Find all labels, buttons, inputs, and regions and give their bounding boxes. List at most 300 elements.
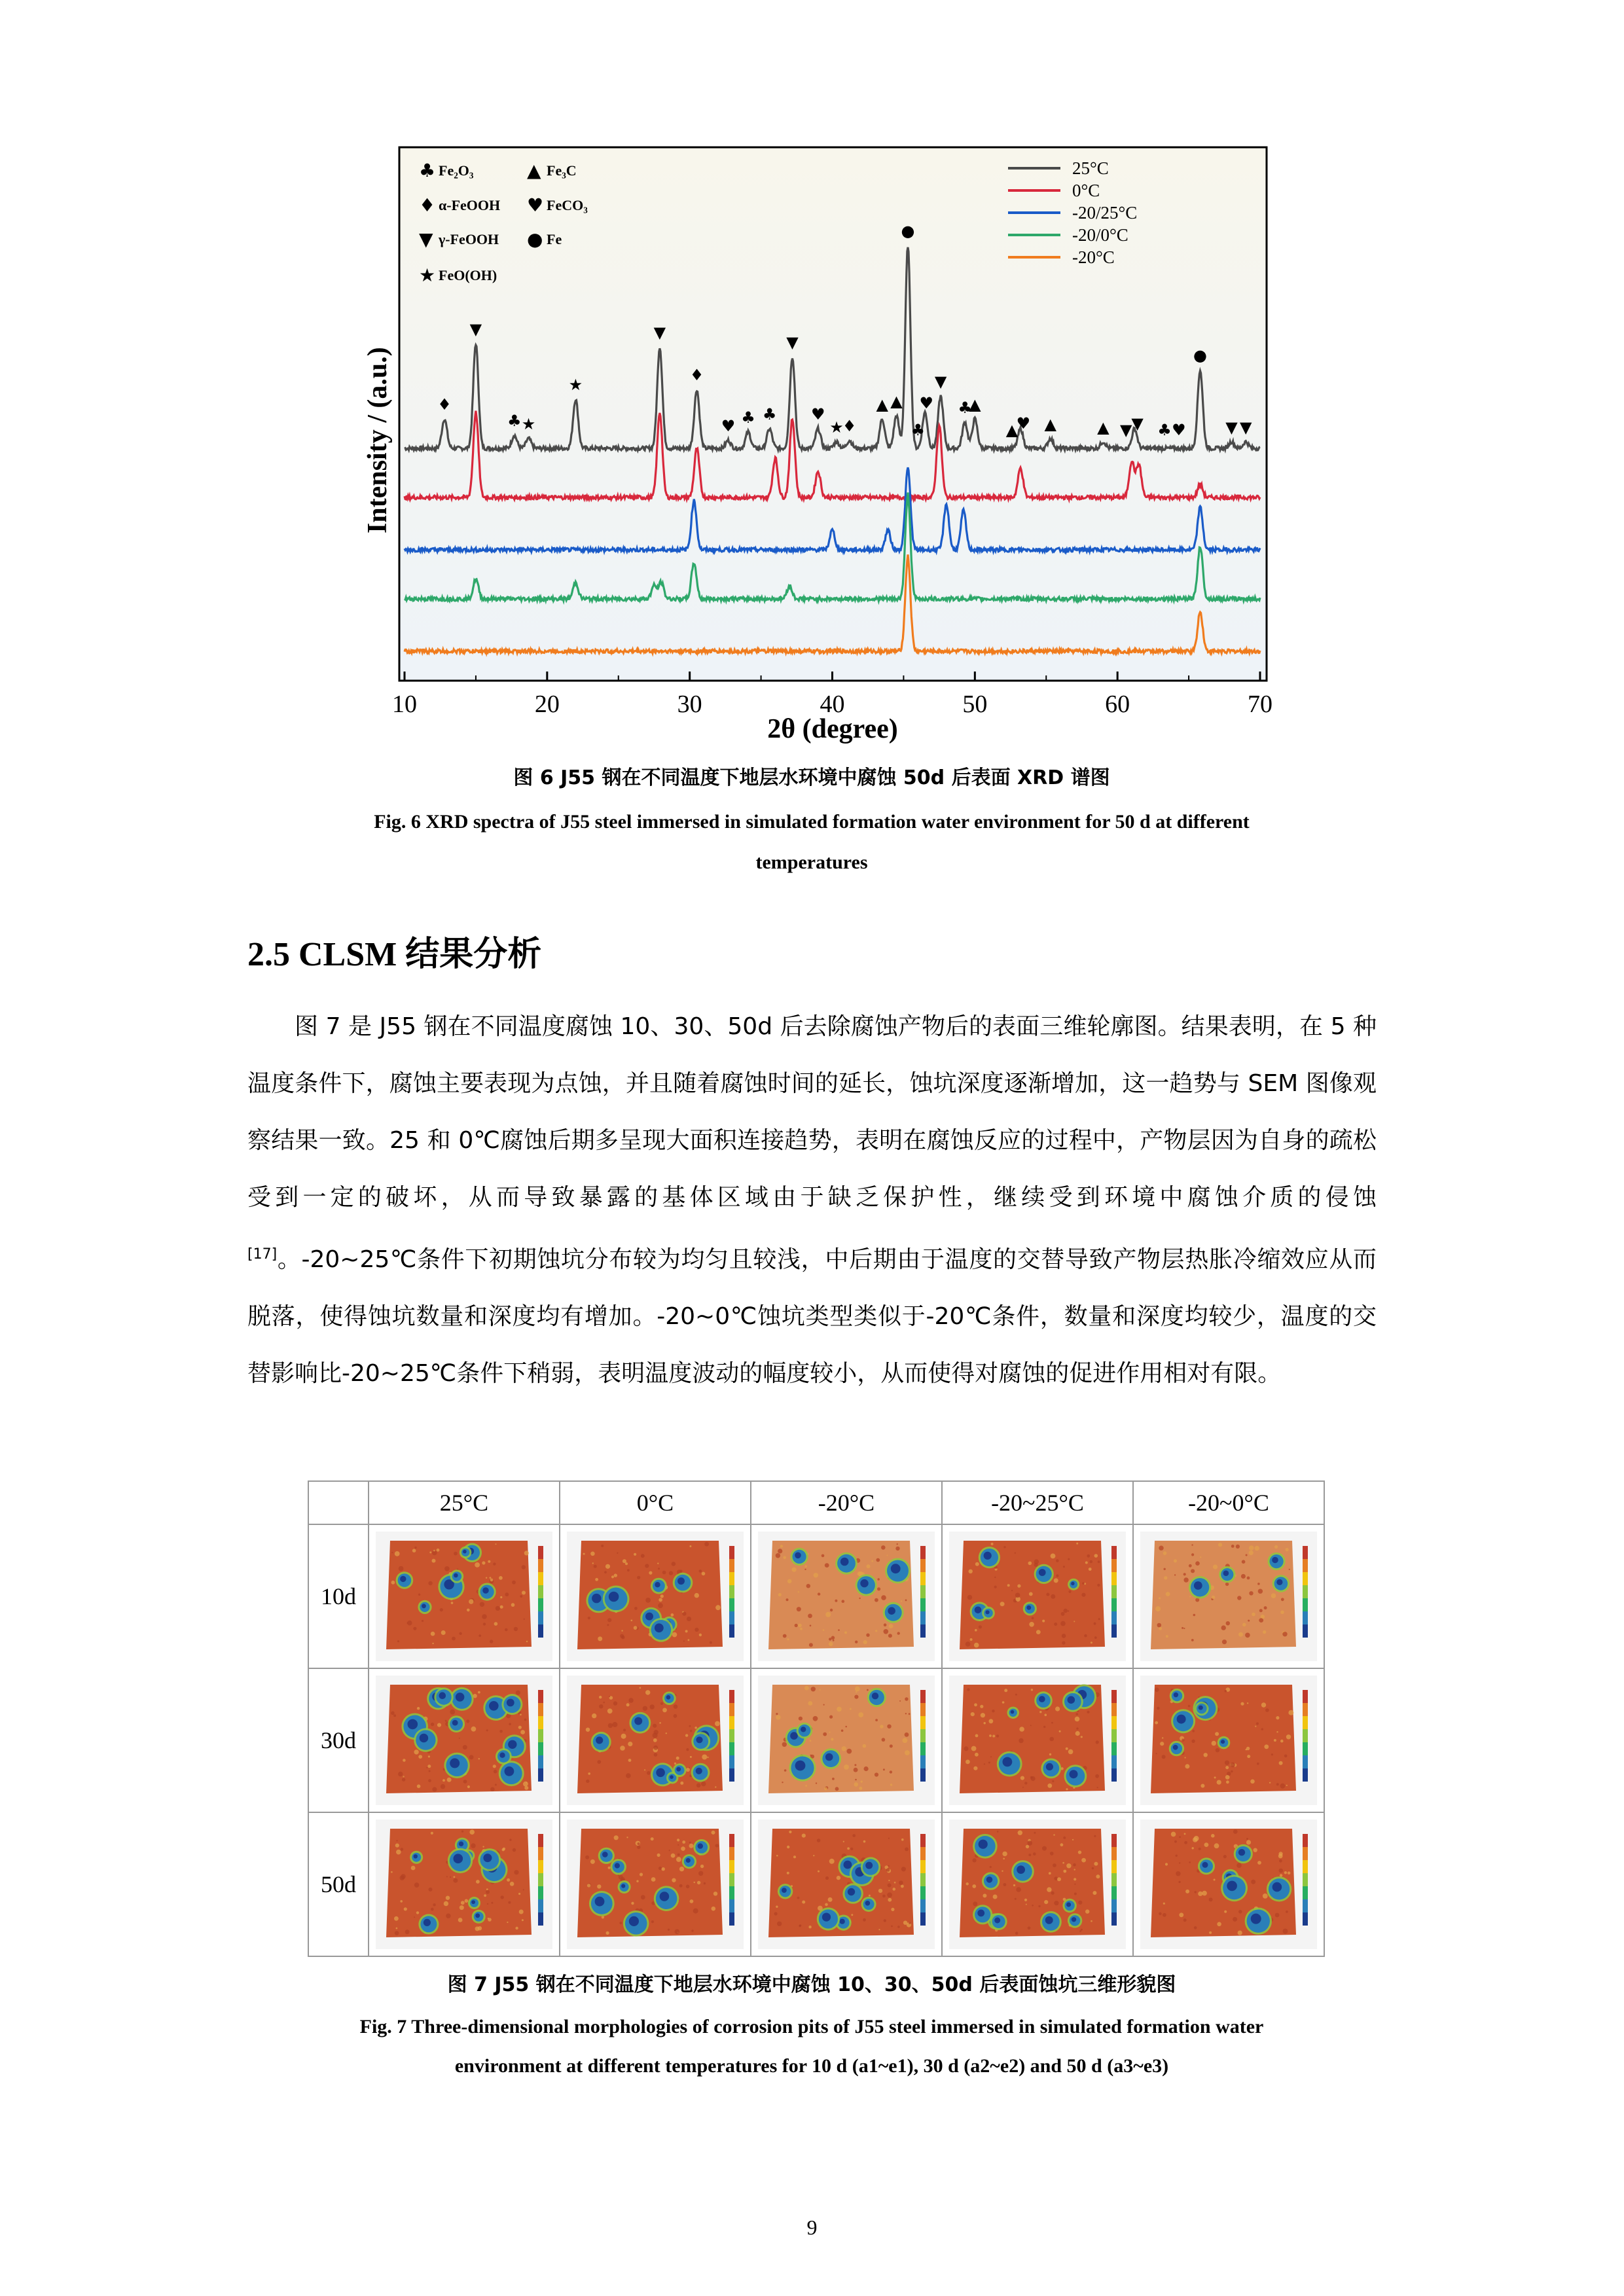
surface-texture: [1066, 1863, 1071, 1868]
surface-texture: [1261, 1728, 1263, 1730]
surface-texture: [810, 1624, 812, 1626]
surface-texture: [1256, 1722, 1259, 1725]
color-scale-segment: [729, 1847, 734, 1860]
surface-texture: [522, 1591, 526, 1595]
surface-texture: [797, 1897, 800, 1899]
surface-texture: [1162, 1737, 1163, 1738]
color-scale-segment: [920, 1559, 926, 1572]
surface-texture: [1238, 1931, 1242, 1935]
color-scale-segment: [729, 1703, 734, 1716]
pit-bottom: [782, 1888, 787, 1893]
surface-texture: [808, 1614, 812, 1619]
surface-texture: [1050, 1852, 1054, 1856]
peak-marker: ♣: [507, 412, 522, 430]
surface-texture: [454, 1552, 458, 1556]
surface-texture: [776, 1715, 780, 1719]
surface-texture: [886, 1554, 888, 1556]
legend-entry: 25°C: [1072, 158, 1109, 178]
surface-texture: [1096, 1874, 1100, 1878]
surface-texture: [1189, 1861, 1191, 1863]
surface-texture: [1183, 1918, 1187, 1922]
surface-texture: [1053, 1863, 1056, 1867]
pit-bottom: [984, 1552, 992, 1560]
surface-texture: [1087, 1554, 1090, 1558]
pit-bottom: [848, 1888, 855, 1895]
surface-texture: [653, 1733, 658, 1738]
x-axis-label: 2θ (degree): [767, 714, 898, 744]
color-scale-segment: [1303, 1873, 1308, 1886]
surface-texture: [983, 1893, 986, 1897]
surface-texture: [1043, 1726, 1045, 1728]
surface-texture: [636, 1880, 638, 1882]
x-tick-label: 10: [392, 691, 417, 718]
surface-texture: [829, 1859, 835, 1864]
pit-bottom: [891, 1564, 901, 1573]
surface-texture: [1225, 1766, 1229, 1769]
surface-texture: [1212, 1596, 1215, 1599]
surface-texture: [1166, 1635, 1168, 1638]
surface-texture: [609, 1696, 610, 1697]
surface-texture: [490, 1579, 494, 1582]
color-scale-segment: [538, 1690, 543, 1703]
surface-texture: [799, 1925, 801, 1927]
surface-texture: [398, 1772, 403, 1776]
surface-texture: [606, 1931, 609, 1935]
surface-texture: [598, 1636, 602, 1641]
surface-texture: [972, 1884, 976, 1888]
pit-bottom: [629, 1916, 639, 1926]
surface-texture: [1047, 1887, 1051, 1892]
surface-texture: [875, 1598, 878, 1602]
surface-texture: [461, 1831, 463, 1833]
surface-texture: [1064, 1609, 1068, 1613]
clsm-image-cell: [1133, 1524, 1324, 1668]
pit-bottom: [602, 1852, 608, 1857]
pit-bottom: [865, 1862, 873, 1869]
surface-texture: [638, 1842, 640, 1845]
figure7-caption-en: [196, 2007, 1427, 2086]
surface-texture: [1280, 1611, 1284, 1615]
surface-texture: [863, 1640, 867, 1644]
surface-texture: [707, 1757, 708, 1758]
surface-texture: [653, 1724, 657, 1728]
surface-texture: [641, 1895, 645, 1899]
surface-texture: [486, 1729, 488, 1731]
surface-texture: [1178, 1881, 1180, 1883]
color-scale-segment: [1111, 1768, 1117, 1782]
surface-texture: [787, 1579, 792, 1584]
surface-texture: [1020, 1776, 1024, 1780]
pit-bottom: [1194, 1581, 1202, 1590]
surface-texture: [631, 1620, 633, 1622]
surface-texture: [1214, 1879, 1216, 1881]
surface-texture: [1019, 1727, 1024, 1732]
surface-texture: [888, 1865, 890, 1867]
surface-texture: [876, 1558, 880, 1562]
pit-bottom: [1177, 1715, 1186, 1724]
surface-texture: [1002, 1852, 1007, 1856]
surface-texture: [402, 1778, 405, 1781]
phase-label: Fe₃C: [547, 162, 577, 179]
surface-texture: [1288, 1710, 1293, 1715]
color-scale-segment: [1111, 1572, 1117, 1585]
surface-texture: [431, 1832, 433, 1835]
surface-texture: [1032, 1617, 1034, 1619]
surface-texture: [689, 1545, 691, 1547]
surface-texture: [467, 1785, 470, 1788]
surface-texture: [1160, 1742, 1164, 1746]
surface-texture: [659, 1867, 662, 1870]
clsm-3d-image: [758, 1820, 935, 1949]
surface-texture: [855, 1779, 857, 1781]
color-scale-segment: [1303, 1742, 1308, 1755]
color-scale-segment: [1111, 1611, 1117, 1624]
pit-bottom: [979, 1840, 988, 1849]
pit-bottom: [1066, 1903, 1071, 1907]
surface-texture: [1176, 1855, 1178, 1857]
color-scale-segment: [1303, 1912, 1308, 1926]
surface-texture: [1159, 1627, 1162, 1630]
pit-bottom: [865, 1901, 871, 1906]
surface-texture: [806, 1584, 810, 1588]
surface-texture: [1055, 1706, 1060, 1711]
surface-texture: [1276, 1716, 1279, 1719]
color-scale-segment: [729, 1716, 734, 1729]
legend-entry: 0°C: [1072, 181, 1100, 200]
surface-texture: [1159, 1546, 1163, 1551]
surface-texture: [697, 1881, 700, 1884]
surface-texture: [452, 1637, 456, 1641]
surface-texture: [626, 1773, 631, 1778]
surface-texture: [605, 1564, 610, 1569]
x-tick-label: 30: [677, 691, 702, 718]
phase-symbol: ♥: [527, 194, 544, 216]
surface-texture: [778, 1549, 782, 1553]
surface-texture: [878, 1578, 880, 1580]
body-paragraph: [247, 998, 1377, 1402]
surface-texture: [658, 1603, 663, 1608]
surface-texture: [863, 1840, 866, 1843]
surface-texture: [1044, 1900, 1048, 1904]
surface-texture: [1191, 1544, 1193, 1545]
surface-texture: [393, 1714, 396, 1717]
pit-bottom: [1238, 1849, 1245, 1856]
surface-texture: [509, 1839, 511, 1840]
clsm-3d-image: [949, 1676, 1126, 1805]
surface-texture: [975, 1734, 979, 1738]
surface-texture: [641, 1554, 645, 1558]
surface-texture: [890, 1770, 892, 1773]
surface-texture: [417, 1707, 420, 1710]
peak-marker: ▼: [1239, 418, 1252, 437]
surface-texture: [845, 1726, 847, 1728]
surface-texture: [524, 1719, 527, 1721]
surface-texture: [428, 1581, 432, 1585]
surface-texture: [432, 1559, 436, 1563]
surface-texture: [1217, 1922, 1221, 1927]
color-scale-segment: [920, 1585, 926, 1598]
surface-texture: [488, 1560, 490, 1563]
pit-bottom: [1070, 1770, 1078, 1778]
surface-texture: [893, 1888, 896, 1891]
surface-texture: [1051, 1892, 1055, 1895]
pit-bottom: [986, 1876, 993, 1883]
surface-texture: [1226, 1780, 1229, 1784]
surface-texture: [685, 1630, 688, 1632]
surface-texture: [660, 1594, 664, 1598]
surface-texture: [653, 1738, 657, 1742]
pit-bottom: [450, 1758, 460, 1768]
surface-texture: [482, 1614, 487, 1619]
peak-marker: ♦: [689, 366, 704, 384]
pit-bottom: [977, 1910, 984, 1917]
surface-texture: [657, 1563, 659, 1564]
surface-texture: [831, 1738, 833, 1740]
page-number: 9: [806, 2215, 818, 2239]
surface-texture: [793, 1856, 796, 1858]
surface-texture: [588, 1772, 590, 1775]
surface-texture: [1062, 1862, 1064, 1864]
surface-texture: [685, 1734, 688, 1736]
color-scale-segment: [538, 1546, 543, 1559]
color-scale-segment: [1111, 1546, 1117, 1559]
clsm-image-cell: [1133, 1668, 1324, 1812]
surface-texture: [1074, 1621, 1075, 1622]
surface-texture: [1068, 1749, 1074, 1755]
color-scale-segment: [1303, 1860, 1308, 1873]
column-header: -20°C: [751, 1481, 942, 1524]
surface-texture: [1024, 1782, 1027, 1784]
surface-texture: [1007, 1584, 1010, 1587]
clsm-3d-image: [1140, 1676, 1317, 1805]
surface-texture: [478, 1691, 480, 1694]
surface-texture: [597, 1884, 601, 1888]
surface-texture: [490, 1787, 494, 1791]
pit-bottom: [408, 1719, 418, 1730]
pit-bottom: [615, 1863, 620, 1868]
surface-texture: [1003, 1858, 1005, 1860]
surface-texture: [401, 1848, 404, 1851]
pit-bottom: [422, 1604, 426, 1609]
surface-texture: [854, 1695, 858, 1699]
surface-texture: [897, 1926, 900, 1928]
pit-bottom: [595, 1897, 605, 1907]
column-header: -20~0°C: [1133, 1481, 1324, 1524]
surface-texture: [486, 1577, 487, 1579]
surface-texture: [1051, 1722, 1053, 1724]
surface-texture: [486, 1890, 490, 1894]
surface-texture: [1185, 1764, 1189, 1768]
surface-texture: [1074, 1884, 1075, 1885]
color-scale-segment: [729, 1873, 734, 1886]
color-scale-segment: [1111, 1912, 1117, 1926]
surface-texture: [1214, 1776, 1216, 1778]
surface-texture: [1062, 1641, 1065, 1645]
color-scale-segment: [729, 1860, 734, 1873]
peak-marker: ▼: [469, 320, 482, 338]
surface-texture: [524, 1551, 529, 1555]
surface-texture: [852, 1834, 856, 1837]
surface-texture: [831, 1636, 835, 1640]
surface-texture: [971, 1746, 977, 1751]
surface-texture: [524, 1786, 528, 1790]
clsm-image-cell: [1133, 1812, 1324, 1956]
surface-texture: [828, 1897, 833, 1902]
surface-texture: [450, 1710, 455, 1715]
surface-texture: [861, 1781, 863, 1783]
surface-texture: [407, 1621, 412, 1626]
surface-texture: [1026, 1845, 1029, 1848]
surface-texture: [1238, 1910, 1242, 1914]
surface-texture: [1004, 1689, 1007, 1692]
surface-texture: [1157, 1707, 1159, 1710]
surface-texture: [891, 1908, 894, 1911]
surface-texture: [778, 1593, 782, 1596]
surface-texture: [599, 1696, 602, 1698]
surface-texture: [1094, 1554, 1098, 1558]
surface-texture: [1255, 1546, 1259, 1551]
surface-texture: [1003, 1883, 1007, 1886]
surface-texture: [1052, 1780, 1054, 1782]
surface-texture: [992, 1710, 994, 1712]
table-corner: [308, 1481, 369, 1524]
surface-texture: [659, 1722, 661, 1724]
peak-marker: ♣: [1157, 421, 1172, 439]
surface-texture: [592, 1713, 596, 1718]
surface-texture: [975, 1629, 977, 1632]
paragraph-part1: 图 7 是 J55 钢在不同温度腐蚀 10、30、50d 后去除腐蚀产物后的表面三维轮廓图。结果表明，在 5 种温度条件下，腐蚀主要表现为点蚀，并且随着腐蚀时间的延长，蚀坑深度逐渐增加，这一趋势与 SEM 图像观察结果一致。25 和 0℃腐蚀后期多呈现大面积连接趋势，表明在腐蚀反应的过程中，产物层因为自身的疏松受到一定的破坏，从而导致暴露的基体区域由于缺乏保护性，继续受到环境中腐蚀介质的侵蚀: [247, 1013, 1377, 1211]
surface-texture: [1279, 1761, 1283, 1765]
surface-texture: [454, 1876, 456, 1878]
surface-texture: [1051, 1594, 1055, 1599]
color-scale-segment: [920, 1611, 926, 1624]
pit-bottom: [621, 1884, 625, 1888]
surface-texture: [967, 1688, 969, 1691]
surface-texture: [780, 1545, 783, 1547]
surface-texture: [859, 1598, 860, 1599]
peak-marker: ★: [521, 415, 536, 433]
surface-texture: [522, 1565, 526, 1569]
surface-texture: [682, 1840, 685, 1844]
color-scale-segment: [1303, 1598, 1308, 1611]
color-scale-segment: [729, 1755, 734, 1768]
color-scale-segment: [538, 1899, 543, 1912]
surface-texture: [869, 1895, 871, 1897]
color-scale-segment: [1303, 1703, 1308, 1716]
color-scale-segment: [1111, 1729, 1117, 1742]
surface-texture: [490, 1577, 492, 1579]
color-scale-segment: [538, 1912, 543, 1926]
surface-texture: [432, 1787, 437, 1791]
surface-texture: [601, 1545, 604, 1547]
color-scale-segment: [920, 1755, 926, 1768]
surface-texture: [671, 1613, 674, 1617]
color-scale-segment: [1303, 1572, 1308, 1585]
clsm-3d-image: [1140, 1820, 1317, 1949]
surface-texture: [1164, 1576, 1167, 1579]
clsm-image-cell: [369, 1812, 560, 1956]
surface-texture: [690, 1730, 693, 1732]
pit-bottom: [994, 1918, 1000, 1924]
color-scale-segment: [538, 1847, 543, 1860]
surface-texture: [821, 1554, 825, 1558]
surface-texture: [674, 1763, 676, 1765]
surface-texture: [645, 1598, 651, 1603]
surface-texture: [784, 1769, 787, 1772]
citation-ref[interactable]: [17]: [247, 1246, 278, 1263]
surface-texture: [500, 1605, 503, 1609]
peak-marker: ♦: [437, 395, 452, 414]
surface-texture: [888, 1838, 890, 1839]
surface-texture: [1236, 1863, 1242, 1868]
legend-entry: -20°C: [1072, 247, 1115, 267]
surface-texture: [1085, 1909, 1089, 1913]
surface-texture: [994, 1577, 996, 1578]
surface-texture: [1047, 1784, 1052, 1788]
surface-texture: [1049, 1872, 1051, 1874]
surface-texture: [1179, 1862, 1180, 1863]
surface-texture: [396, 1928, 398, 1929]
surface-texture: [818, 1871, 820, 1873]
peak-marker: ▼: [934, 372, 947, 391]
surface-texture: [1034, 1563, 1038, 1567]
surface-texture: [614, 1573, 617, 1577]
pit-bottom: [698, 1843, 703, 1848]
surface-texture: [850, 1848, 853, 1850]
color-scale-segment: [1111, 1899, 1117, 1912]
clsm-figure-grid: [308, 1480, 1325, 1957]
surface-texture: [446, 1914, 450, 1918]
surface-texture: [1063, 1566, 1065, 1568]
surface-texture: [478, 1926, 482, 1930]
surface-texture: [1164, 1568, 1166, 1570]
figure6-caption-cn: 图 6 J55 钢在不同温度下地层水环境中腐蚀 50d 后表面 XRD 谱图: [513, 766, 1110, 789]
pit-bottom: [676, 1767, 681, 1772]
surface-texture: [837, 1876, 840, 1880]
pit-bottom: [508, 1740, 516, 1749]
surface-texture: [1030, 1725, 1032, 1726]
surface-texture: [1193, 1614, 1196, 1617]
surface-texture: [1281, 1598, 1284, 1601]
surface-texture: [1274, 1545, 1278, 1549]
surface-texture: [1090, 1560, 1093, 1564]
peak-marker: ♦: [842, 417, 857, 435]
surface-texture: [1280, 1874, 1282, 1876]
pit-bottom: [609, 1592, 619, 1602]
surface-texture: [446, 1896, 450, 1900]
surface-texture: [399, 1566, 404, 1571]
surface-texture: [856, 1691, 857, 1693]
phase-label: α-FeOOH: [439, 197, 501, 213]
surface-texture: [654, 1753, 658, 1757]
surface-texture: [1252, 1613, 1255, 1617]
peak-marker: ♥: [721, 417, 736, 435]
color-scale-segment: [1303, 1768, 1308, 1782]
surface-texture: [1274, 1739, 1276, 1742]
surface-texture: [523, 1782, 528, 1787]
surface-texture: [1022, 1787, 1024, 1788]
surface-texture: [889, 1624, 893, 1628]
surface-texture: [1162, 1755, 1166, 1759]
surface-texture: [1003, 1546, 1005, 1548]
pit-bottom: [1068, 1696, 1075, 1704]
color-scale-segment: [729, 1559, 734, 1572]
surface-texture: [482, 1846, 484, 1847]
surface-texture: [1074, 1878, 1076, 1880]
surface-texture: [674, 1704, 678, 1709]
clsm-3d-image: [376, 1676, 552, 1805]
surface-texture: [824, 1787, 827, 1791]
